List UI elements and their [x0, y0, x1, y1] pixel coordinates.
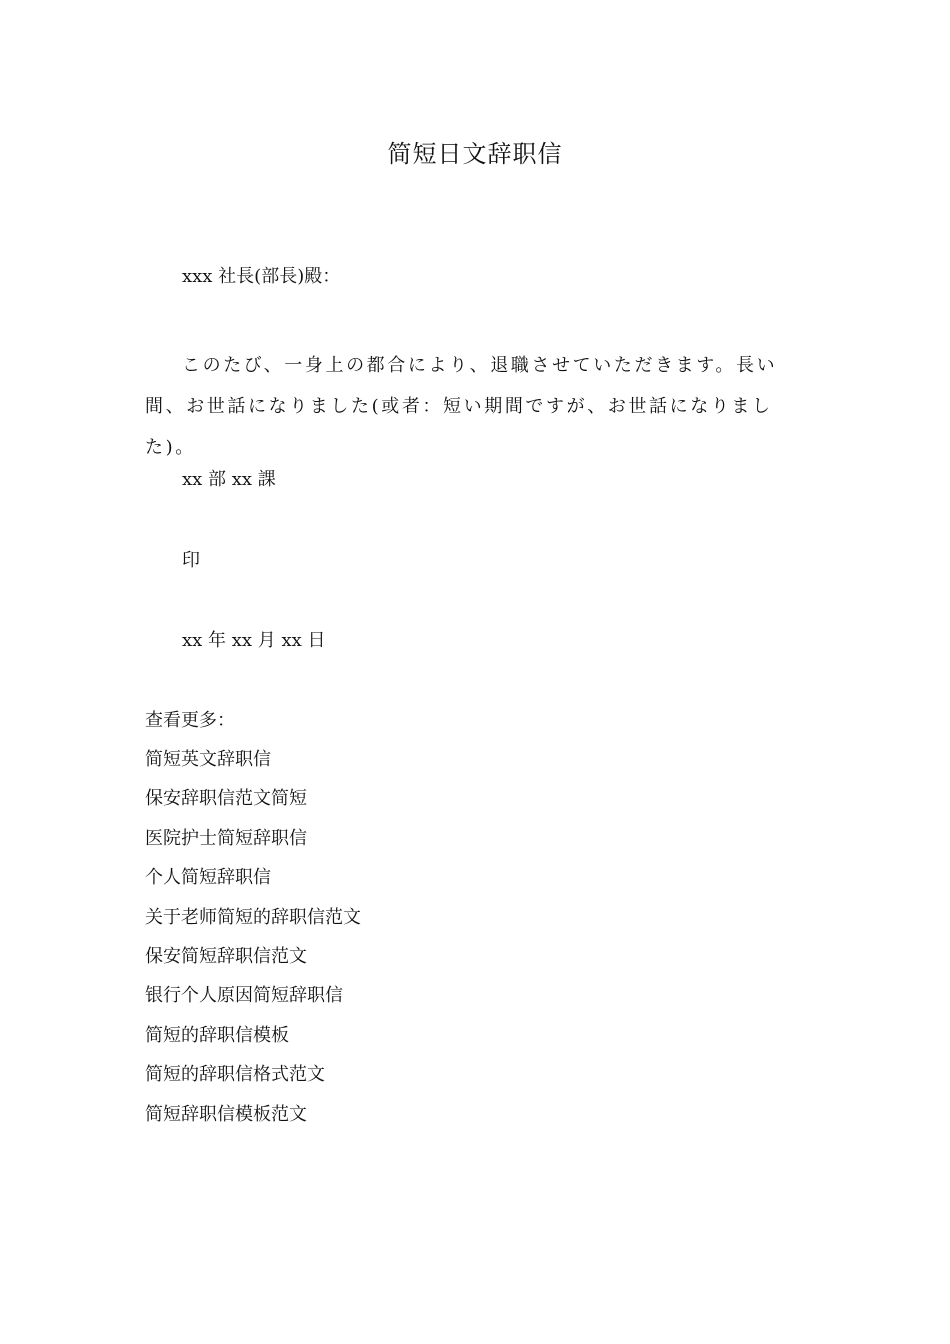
related-link[interactable]: 医院护士简短辞职信	[145, 827, 307, 849]
list-item	[145, 984, 361, 1023]
related-link[interactable]: 简短的辞职信格式范文	[145, 1064, 325, 1086]
salutation: xxx 社長(部長)殿：	[182, 266, 341, 287]
related-link[interactable]: 简短英文辞职信	[145, 749, 271, 770]
related-link[interactable]: 银行个人原因简短辞职信	[145, 985, 343, 1007]
related-link[interactable]: 保安简短辞职信范文	[145, 945, 307, 967]
list-item	[145, 1063, 361, 1102]
seal-mark: 印	[182, 550, 200, 571]
letter-body: このたび、一身上の都合により、退職させていただきます。長い間、お世話になりました(或者：短い期間ですが、お世話になりました)。	[145, 355, 778, 458]
related-links-list	[145, 748, 361, 1142]
related-link[interactable]: 简短辞职信模板范文	[145, 1103, 307, 1125]
date-line: xx 年 xx 月 xx 日	[182, 630, 326, 651]
related-link[interactable]: 个人简短辞职信	[145, 867, 271, 889]
related-link[interactable]: 关于老师简短的辞职信范文	[145, 906, 361, 928]
list-item	[145, 945, 361, 984]
list-item	[145, 748, 361, 787]
related-link[interactable]: 简短的辞职信模板	[145, 1024, 289, 1046]
list-item	[145, 827, 361, 866]
list-item	[145, 866, 361, 905]
list-item	[145, 1103, 361, 1142]
related-link[interactable]: 保安辞职信范文简短	[145, 788, 307, 810]
document-title: 简短日文辞职信	[387, 140, 563, 168]
department-line: xx 部 xx 課	[182, 469, 276, 490]
see-more-heading: 查看更多：	[145, 710, 235, 731]
list-item	[145, 787, 361, 826]
list-item	[145, 1024, 361, 1063]
list-item	[145, 906, 361, 945]
